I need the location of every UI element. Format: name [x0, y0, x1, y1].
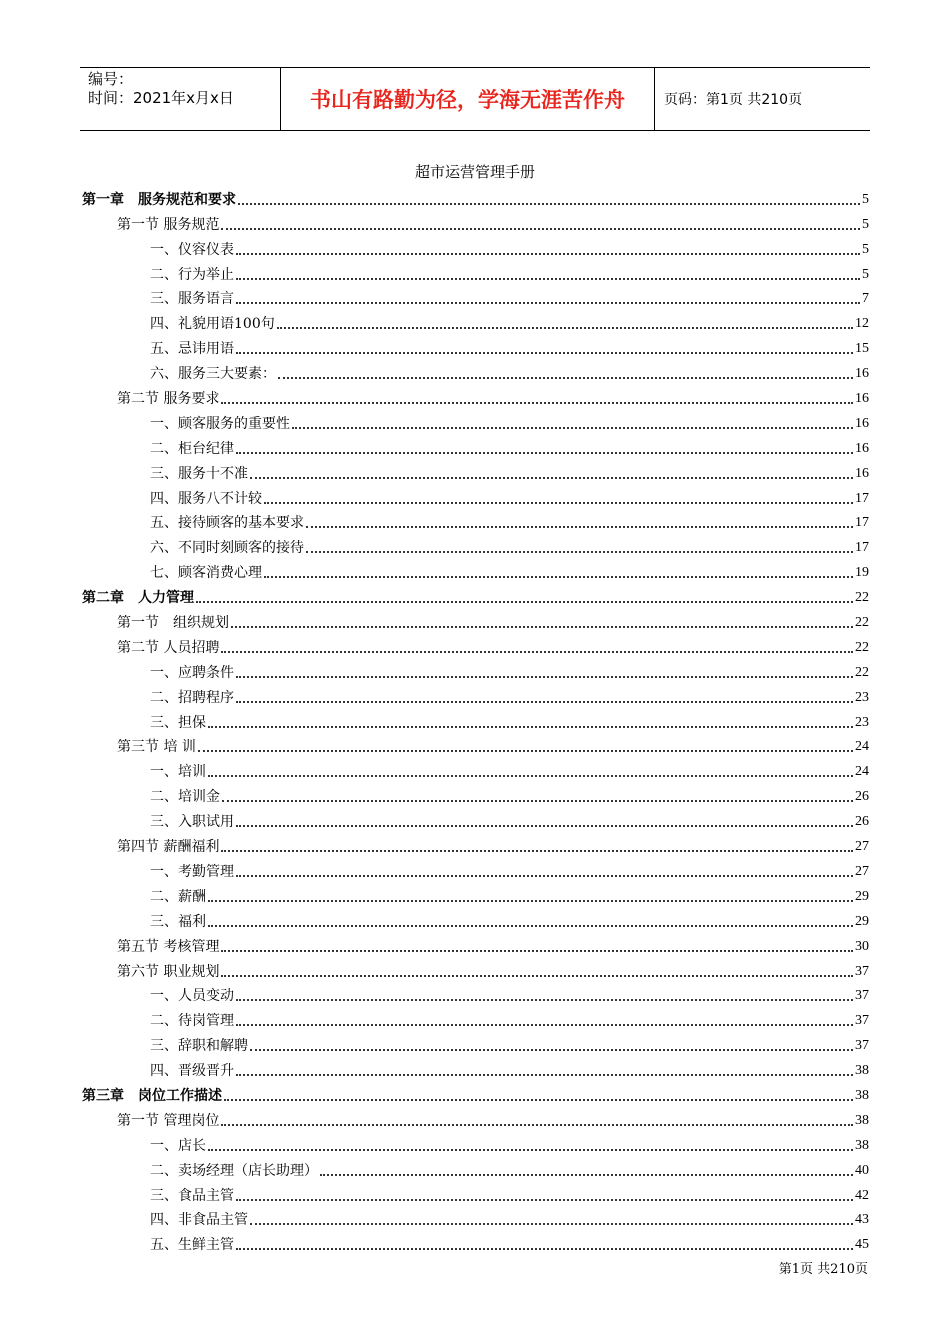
toc-dot-leader — [277, 326, 853, 329]
toc-entry[interactable] — [82, 408, 869, 433]
toc-dot-leader — [238, 202, 860, 205]
toc-dot-leader — [278, 376, 853, 379]
toc-dot-leader — [250, 476, 853, 479]
toc-entry-label: 四、晋级晋升 — [150, 1063, 234, 1080]
toc-entry[interactable] — [82, 308, 869, 333]
toc-dot-leader — [236, 451, 853, 454]
toc-dot-leader — [236, 824, 853, 827]
toc-entry-page: 5 — [862, 241, 869, 257]
toc-entry[interactable] — [82, 1130, 869, 1155]
toc-entry-label: 一、顾客服务的重要性 — [150, 415, 290, 432]
toc-dot-leader — [208, 1148, 853, 1151]
toc-entry-page: 17 — [855, 490, 869, 506]
toc-dot-leader — [208, 924, 853, 927]
toc-entry-page: 38 — [855, 1063, 869, 1079]
toc-dot-leader — [198, 749, 853, 752]
toc-entry[interactable] — [82, 707, 869, 732]
toc-dot-leader — [292, 426, 853, 429]
toc-entry-page: 37 — [855, 1038, 869, 1054]
toc-entry-page: 5 — [862, 216, 869, 232]
header-meta — [80, 68, 281, 130]
toc-dot-leader — [222, 799, 853, 802]
toc-dot-leader — [236, 1247, 853, 1250]
toc-entry-page: 38 — [855, 1112, 869, 1128]
toc-dot-leader — [236, 1023, 853, 1026]
toc-entry-label: 七、顾客消费心理 — [150, 565, 262, 582]
toc-entry-page: 5 — [862, 266, 869, 282]
toc-entry-label: 二、培训金 — [150, 789, 220, 806]
toc-entry-page: 7 — [862, 291, 869, 307]
toc-dot-leader — [236, 252, 860, 255]
toc-entry-label: 一、培训 — [150, 764, 206, 781]
toc-entry-label: 二、柜台纪律 — [150, 440, 234, 457]
toc-entry[interactable] — [82, 1055, 869, 1080]
header-motto: 书山有路勤为径，学海无涯苦作舟 — [281, 68, 655, 130]
toc-dot-leader — [250, 1048, 853, 1051]
toc-entry-page: 29 — [855, 888, 869, 904]
toc-entry[interactable] — [82, 931, 869, 956]
toc-dot-leader — [231, 625, 853, 628]
toc-entry[interactable] — [82, 1155, 869, 1180]
toc-entry-page: 22 — [855, 590, 869, 606]
toc-dot-leader — [236, 700, 853, 703]
toc-entry[interactable] — [82, 1080, 869, 1105]
time-label: 时间：2021年x月x日 — [88, 89, 234, 107]
toc-entry-label: 一、考勤管理 — [150, 863, 234, 880]
toc-entry-page: 30 — [855, 938, 869, 954]
toc-dot-leader — [224, 1098, 853, 1101]
toc-entry-label: 第二节 服务要求 — [117, 391, 220, 408]
toc-dot-leader — [236, 1198, 853, 1201]
toc-dot-leader — [221, 974, 853, 977]
toc-entry[interactable] — [82, 856, 869, 881]
toc-entry-label: 第一节 组织规划 — [117, 615, 229, 632]
toc-entry-page: 27 — [855, 863, 869, 879]
toc-entry-page: 45 — [855, 1237, 869, 1253]
toc-entry-page: 42 — [855, 1187, 869, 1203]
toc-entry-label: 三、服务语言 — [150, 291, 234, 308]
toc-dot-leader — [236, 675, 853, 678]
toc-entry-label: 第六节 职业规划 — [117, 963, 220, 980]
page-footer: 第1页 共210页 — [778, 1262, 868, 1277]
toc-entry-page: 17 — [855, 515, 869, 531]
toc-entry-label: 第二章 人力管理 — [82, 590, 194, 607]
toc-entry-page: 22 — [855, 664, 869, 680]
toc-entry-page: 38 — [855, 1137, 869, 1153]
toc-entry-label: 四、非食品主管 — [150, 1212, 248, 1229]
toc-entry-page: 16 — [855, 415, 869, 431]
toc-entry-page: 24 — [855, 764, 869, 780]
toc-entry[interactable] — [82, 557, 869, 582]
toc-dot-leader — [221, 849, 853, 852]
toc-entry-page: 27 — [855, 839, 869, 855]
toc-entry-label: 六、不同时刻顾客的接待 — [150, 540, 304, 557]
toc-dot-leader — [264, 575, 853, 578]
toc-entry-page: 17 — [855, 540, 869, 556]
toc-entry-page: 26 — [855, 814, 869, 830]
toc-entry[interactable] — [82, 682, 869, 707]
toc-entry-label: 三、担保 — [150, 714, 206, 731]
toc-entry-label: 第一节 服务规范 — [117, 216, 220, 233]
toc-entry[interactable] — [82, 383, 869, 408]
toc-entry[interactable] — [82, 259, 869, 284]
toc-entry-page: 26 — [855, 789, 869, 805]
toc-entry-label: 三、入职试用 — [150, 814, 234, 831]
toc-entry-label: 第一章 服务规范和要求 — [82, 191, 236, 208]
toc-dot-leader — [208, 774, 853, 777]
toc-entry-label: 三、服务十不准 — [150, 465, 248, 482]
table-of-contents — [82, 184, 869, 1254]
toc-entry[interactable] — [82, 881, 869, 906]
toc-entry-label: 五、生鲜主管 — [150, 1237, 234, 1254]
toc-dot-leader — [250, 1222, 853, 1225]
toc-entry-page: 16 — [855, 465, 869, 481]
toc-entry[interactable] — [82, 831, 869, 856]
toc-entry-label: 一、应聘条件 — [150, 664, 234, 681]
toc-entry-page: 16 — [855, 366, 869, 382]
toc-dot-leader — [236, 351, 853, 354]
toc-entry-page: 38 — [855, 1087, 869, 1103]
toc-entry-label: 四、礼貌用语100句 — [150, 316, 275, 333]
toc-entry[interactable] — [82, 632, 869, 657]
toc-entry[interactable] — [82, 458, 869, 483]
toc-entry-page: 37 — [855, 963, 869, 979]
toc-dot-leader — [208, 899, 853, 902]
toc-entry-page: 37 — [855, 988, 869, 1004]
toc-entry-label: 二、行为举止 — [150, 266, 234, 283]
toc-entry[interactable] — [82, 284, 869, 309]
toc-entry[interactable] — [82, 806, 869, 831]
toc-entry-label: 三、福利 — [150, 913, 206, 930]
toc-entry[interactable] — [82, 1180, 869, 1205]
toc-entry[interactable] — [82, 1229, 869, 1254]
toc-entry-label: 一、仪容仪表 — [150, 241, 234, 258]
toc-entry[interactable] — [82, 781, 869, 806]
toc-entry-label: 第三节 培 训 — [117, 739, 196, 756]
toc-entry-page: 22 — [855, 615, 869, 631]
page-header — [80, 67, 870, 131]
toc-entry[interactable] — [82, 607, 869, 632]
toc-dot-leader — [320, 1173, 853, 1176]
toc-dot-leader — [221, 949, 853, 952]
toc-entry-label: 六、服务三大要素： — [150, 366, 276, 383]
toc-entry[interactable] — [82, 358, 869, 383]
toc-entry-page: 22 — [855, 639, 869, 655]
toc-entry[interactable] — [82, 1105, 869, 1130]
toc-entry-page: 16 — [855, 391, 869, 407]
toc-entry-label: 第五节 考核管理 — [117, 938, 220, 955]
toc-entry[interactable] — [82, 483, 869, 508]
toc-dot-leader — [208, 725, 853, 728]
toc-entry[interactable] — [82, 906, 869, 931]
toc-entry-page: 12 — [855, 316, 869, 332]
toc-dot-leader — [236, 301, 860, 304]
toc-dot-leader — [236, 277, 860, 280]
toc-entry[interactable] — [82, 508, 869, 533]
toc-dot-leader — [221, 650, 853, 653]
header-page-info: 页码：第1页 共210页 — [664, 92, 803, 108]
toc-dot-leader — [221, 227, 860, 230]
toc-entry-page: 16 — [855, 440, 869, 456]
toc-entry-page: 19 — [855, 565, 869, 581]
toc-entry-page: 40 — [855, 1162, 869, 1178]
toc-entry-label: 三、辞职和解聘 — [150, 1038, 248, 1055]
toc-entry-page: 24 — [855, 739, 869, 755]
toc-entry-page: 29 — [855, 913, 869, 929]
toc-entry-label: 第三章 岗位工作描述 — [82, 1087, 222, 1104]
toc-entry[interactable] — [82, 532, 869, 557]
toc-entry-label: 四、服务八不计较 — [150, 490, 262, 507]
toc-entry-label: 二、卖场经理（店长助理） — [150, 1162, 318, 1179]
toc-entry-label: 第二节 人员招聘 — [117, 639, 220, 656]
toc-entry-label: 一、人员变动 — [150, 988, 234, 1005]
toc-entry[interactable] — [82, 184, 869, 209]
toc-entry-page: 37 — [855, 1013, 869, 1029]
toc-entry-label: 二、待岗管理 — [150, 1013, 234, 1030]
toc-entry-page: 5 — [862, 191, 869, 207]
toc-entry[interactable] — [82, 234, 869, 259]
document-title: 超市运营管理手册 — [414, 163, 535, 181]
toc-entry[interactable] — [82, 333, 869, 358]
toc-entry-label: 三、食品主管 — [150, 1187, 234, 1204]
toc-entry-label: 二、薪酬 — [150, 888, 206, 905]
toc-entry[interactable] — [82, 732, 869, 757]
toc-entry-label: 五、接待顾客的基本要求 — [150, 515, 304, 532]
toc-entry[interactable] — [82, 981, 869, 1006]
toc-dot-leader — [306, 550, 853, 553]
toc-entry-page: 23 — [855, 714, 869, 730]
toc-dot-leader — [221, 401, 853, 404]
toc-entry[interactable] — [82, 756, 869, 781]
toc-dot-leader — [196, 600, 853, 603]
toc-dot-leader — [264, 501, 853, 504]
toc-entry[interactable] — [82, 209, 869, 234]
toc-dot-leader — [236, 998, 853, 1001]
toc-entry[interactable] — [82, 582, 869, 607]
number-label: 编号： — [88, 70, 134, 88]
toc-entry[interactable] — [82, 1205, 869, 1230]
toc-entry[interactable] — [82, 433, 869, 458]
toc-dot-leader — [306, 525, 853, 528]
toc-entry-label: 五、忌讳用语 — [150, 341, 234, 358]
toc-entry[interactable] — [82, 657, 869, 682]
toc-dot-leader — [236, 874, 853, 877]
toc-entry[interactable] — [82, 956, 869, 981]
toc-entry-label: 一、店长 — [150, 1137, 206, 1154]
toc-entry-page: 15 — [855, 341, 869, 357]
toc-entry-label: 二、招聘程序 — [150, 689, 234, 706]
toc-dot-leader — [236, 1073, 853, 1076]
toc-entry-label: 第四节 薪酬福利 — [117, 839, 220, 856]
toc-entry-page: 23 — [855, 689, 869, 705]
toc-entry[interactable] — [82, 1005, 869, 1030]
toc-entry[interactable] — [82, 1030, 869, 1055]
toc-entry-label: 第一节 管理岗位 — [117, 1112, 220, 1129]
toc-entry-page: 43 — [855, 1212, 869, 1228]
toc-dot-leader — [221, 1123, 853, 1126]
